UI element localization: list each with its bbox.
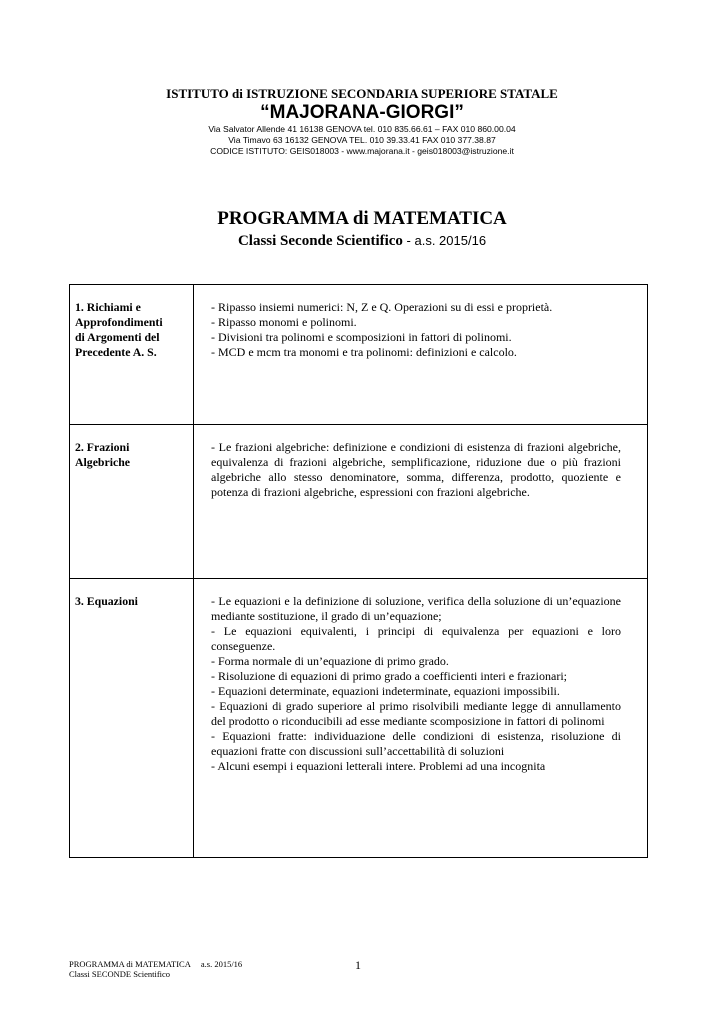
content-item: - Le equazioni equivalenti, i principi di equivalenza per equazioni e loro conseguenze. [211,624,621,653]
address-line-3: CODICE ISTITUTO: GEIS018003 - www.majorana.it - geis018003@istruzione.it [210,146,514,156]
content-cell [194,425,648,579]
document-header [0,86,724,157]
content-item: - Equazioni fratte: individuazione delle condizioni di esistenza, risoluzione di equazioni fratte con discussioni sull’accettabilità di soluzioni [211,729,621,758]
content-cell [194,285,648,425]
content-item: - Le frazioni algebriche: definizione e condizioni di esistenza di frazioni algebriche, equivalenza di frazioni algebriche, semplificazione, riduzione due o più frazioni algebriche allo stesso denominatore, somma, differenza, prodotto, quoziente e potenza di frazioni algebriche, espressioni con frazioni algebriche. [211,440,621,499]
program-subtitle [0,231,724,251]
page-number: 1 [355,958,361,972]
topic-line: 3. Equazioni [75,594,138,608]
topic-line: Algebriche [75,455,131,469]
table-row [70,425,648,579]
subtitle-classes: Classi Seconde Scientifico [237,233,403,249]
footer-year: a.s. 2015/16 [200,959,243,969]
topic-line: di Argomenti del [75,330,160,344]
topic-line: 1. Richiami e [75,300,141,314]
page-footer [69,959,242,979]
content-item: - Forma normale di un’equazione di primo grado. [211,654,449,668]
institute-line: ISTITUTO di ISTRUZIONE SECONDARIA SUPERIORE STATALE [166,86,558,101]
content-cell [194,579,648,858]
content-item: - Ripasso insiemi numerici: N, Z e Q. Operazioni su di essi e proprietà. [211,300,553,314]
program-title-block [0,207,724,251]
address-line-2: Via Timavo 63 16132 GENOVA TEL. 010 39.33.41 FAX 010 377.38.87 [228,135,496,145]
content-item: - Divisioni tra polinomi e scomposizioni in fattori di polinomi. [211,330,512,344]
content-item: - Alcuni esempi i equazioni letterali intere. Problemi ad una incognita [211,759,546,773]
address-line-1: Via Salvator Allende 41 16138 GENOVA tel. 010 835.66.61 – FAX 010 860.00.04 [208,124,516,134]
content-item: - MCD e mcm tra monomi e tra polinomi: definizioni e calcolo. [211,345,517,359]
program-title: PROGRAMMA di MATEMATICA [217,208,507,229]
content-item: - Ripasso monomi e polinomi. [211,315,357,329]
footer-line-2: Classi SECONDE Scientifico [69,969,171,979]
topic-cell [70,425,194,579]
topic-line: Approfondimenti [75,315,163,329]
content-item: - Equazioni determinate, equazioni indeterminate, equazioni impossibili. [211,684,560,698]
table-row [70,579,648,858]
topic-cell [70,579,194,858]
topic-line: Precedente A. S. [75,345,157,359]
content-item: - Equazioni di grado superiore al primo risolvibili mediante legge di annullamento del prodotto o riconducibili ad esse mediante scomposizione in fattori di polinomi [211,699,621,728]
program-table [69,284,648,858]
footer-title: PROGRAMMA di MATEMATICA [69,959,191,969]
subtitle-year: - a.s. 2015/16 [402,233,487,248]
content-item: - Le equazioni e la definizione di soluzione, verifica della soluzione di un’equazione mediante sostituzione, il grado di un’equazione; [211,594,621,623]
table-row [70,285,648,425]
content-item: - Risoluzione di equazioni di primo grado a coefficienti interi e frazionari; [211,669,567,683]
topic-cell [70,285,194,425]
topic-line: 2. Frazioni [75,440,130,454]
institute-name: “MAJORANA-GIORGI” [260,102,464,123]
footer-line-1 [69,959,242,969]
